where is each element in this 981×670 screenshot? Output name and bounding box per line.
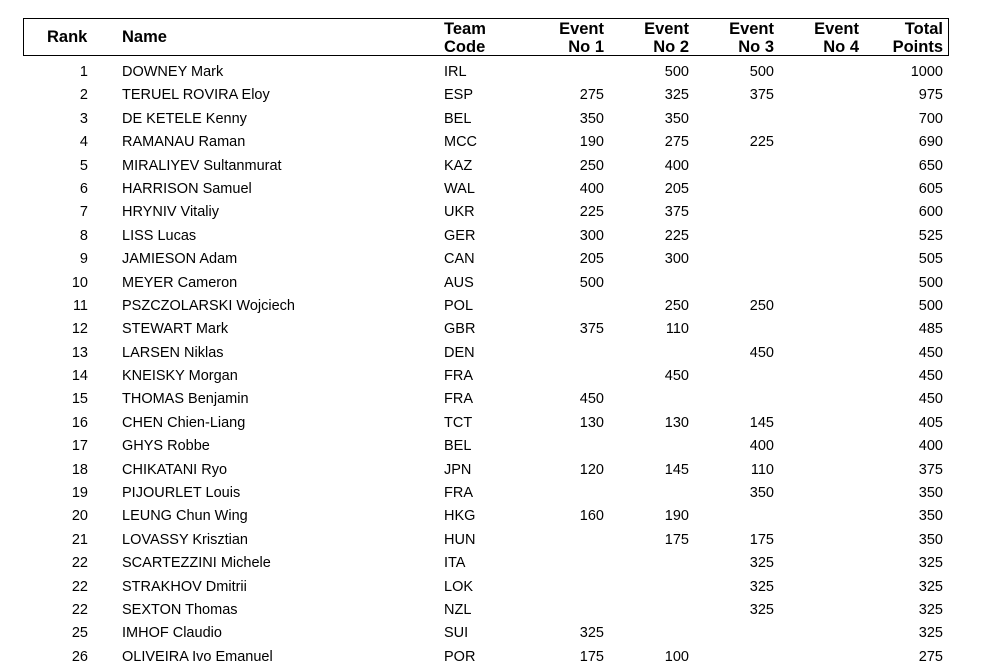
header-event-1-line1: Event — [559, 20, 604, 38]
header-team-line1: Team — [444, 20, 486, 38]
team-code-cell: TCT — [444, 414, 473, 431]
athlete-name-cell: DE KETELE Kenny — [122, 110, 247, 127]
event-2-points-cell: 500 — [664, 64, 689, 80]
rank-cell: 22 — [71, 555, 88, 572]
rank-cell: 16 — [71, 414, 88, 431]
athlete-name-cell: PSZCZOLARSKI Wojciech — [122, 297, 295, 314]
total-points-cell: 350 — [918, 508, 943, 525]
athlete-name-cell: SEXTON Thomas — [122, 601, 238, 618]
athlete-name-cell: GHYS Robbe — [122, 438, 210, 455]
table-row — [0, 646, 981, 669]
event-3-points-cell: 225 — [749, 134, 774, 151]
athlete-name-cell: OLIVEIRA Ivo Emanuel — [122, 648, 273, 665]
table-row — [0, 318, 981, 341]
rank-cell: 13 — [71, 344, 88, 361]
team-code-cell: SUI — [444, 625, 469, 642]
team-code-cell: CAN — [444, 251, 475, 268]
event-1-points-cell: 160 — [579, 508, 604, 525]
total-points-cell: 450 — [918, 368, 943, 385]
event-1-points-cell: 400 — [579, 180, 604, 197]
athlete-name-cell: HARRISON Samuel — [122, 180, 252, 197]
event-1-points-cell: 275 — [579, 87, 604, 104]
total-points-cell: 325 — [918, 578, 943, 595]
team-code-cell: BEL — [444, 438, 472, 455]
rank-cell: 10 — [71, 274, 88, 291]
athlete-name-cell: LARSEN Niklas — [122, 344, 224, 361]
event-1-points-cell: 250 — [579, 157, 604, 174]
event-1-points-cell: 175 — [579, 648, 604, 665]
table-row — [0, 61, 981, 84]
header-event-3 — [729, 20, 774, 56]
athlete-name-cell: LEUNG Chun Wing — [122, 508, 248, 525]
event-1-points-cell: 205 — [579, 251, 604, 268]
team-code-cell: BEL — [444, 110, 472, 127]
table-row — [0, 178, 981, 201]
athlete-name-cell: CHIKATANI Ryo — [122, 461, 228, 478]
athlete-name-cell: LOVASSY Krisztian — [122, 531, 248, 548]
table-row — [0, 482, 981, 505]
event-2-points-cell: 375 — [664, 204, 689, 221]
athlete-name-cell: STEWART Mark — [122, 321, 229, 338]
total-points-cell: 650 — [918, 157, 943, 174]
team-code-cell: UKR — [444, 204, 475, 221]
rank-cell: 8 — [79, 227, 88, 244]
team-code-cell: POR — [444, 648, 476, 665]
total-points-cell: 325 — [918, 625, 943, 642]
total-points-cell: 400 — [918, 438, 943, 455]
event-1-points-cell: 190 — [579, 134, 604, 151]
table-row — [0, 365, 981, 388]
event-1-points-cell: 325 — [579, 625, 604, 642]
ranking-table-body — [0, 61, 981, 669]
table-row — [0, 248, 981, 271]
event-3-points-cell: 110 — [750, 461, 774, 478]
header-event-4 — [814, 20, 859, 56]
total-points-cell: 605 — [918, 180, 943, 197]
event-3-points-cell: 325 — [749, 555, 774, 572]
table-row — [0, 84, 981, 107]
team-code-cell: HUN — [444, 531, 476, 548]
table-row — [0, 108, 981, 131]
header-name — [122, 28, 167, 46]
header-event-3-line2: No 3 — [738, 38, 774, 56]
rank-cell: 11 — [72, 297, 88, 314]
total-points-cell: 375 — [918, 461, 943, 478]
event-3-points-cell: 375 — [749, 87, 774, 104]
rank-cell: 25 — [71, 625, 88, 642]
header-total-line1: Total — [904, 20, 943, 38]
event-3-points-cell: 400 — [749, 438, 774, 455]
total-points-cell: 600 — [918, 204, 943, 221]
total-points-cell: 275 — [918, 648, 943, 665]
header-event-2 — [644, 20, 689, 56]
team-code-cell: GER — [444, 227, 476, 244]
event-2-points-cell: 225 — [664, 227, 689, 244]
event-3-points-cell: 350 — [749, 485, 774, 502]
athlete-name-cell: STRAKHOV Dmitrii — [122, 578, 247, 595]
team-code-cell: FRA — [444, 485, 473, 502]
rank-cell: 17 — [71, 438, 88, 455]
team-code-cell: DEN — [444, 344, 475, 361]
rank-cell: 2 — [79, 87, 88, 104]
event-3-points-cell: 450 — [749, 344, 774, 361]
team-code-cell: NZL — [444, 601, 472, 618]
rank-cell: 4 — [79, 134, 88, 151]
total-points-cell: 1000 — [910, 64, 943, 80]
event-2-points-cell: 110 — [665, 321, 689, 338]
total-points-cell: 325 — [918, 555, 943, 572]
event-2-points-cell: 175 — [664, 531, 689, 548]
team-code-cell: GBR — [444, 321, 476, 338]
event-2-points-cell: 450 — [664, 368, 689, 385]
table-row — [0, 201, 981, 224]
event-2-points-cell: 300 — [664, 251, 689, 268]
header-event-1 — [559, 20, 604, 56]
athlete-name-cell: JAMIESON Adam — [122, 251, 238, 268]
athlete-name-cell: MEYER Cameron — [122, 274, 238, 291]
team-code-cell: IRL — [444, 64, 467, 80]
total-points-cell: 485 — [918, 321, 943, 338]
rank-cell: 21 — [71, 531, 88, 548]
team-code-cell: HKG — [444, 508, 476, 525]
event-1-points-cell: 225 — [579, 204, 604, 221]
total-points-cell: 325 — [918, 601, 943, 618]
event-2-points-cell: 350 — [664, 110, 689, 127]
table-row — [0, 505, 981, 528]
team-code-cell: JPN — [444, 461, 472, 478]
table-row — [0, 435, 981, 458]
rank-cell: 15 — [71, 391, 88, 408]
header-event-3-line1: Event — [729, 20, 774, 38]
event-1-points-cell: 350 — [579, 110, 604, 127]
table-row — [0, 459, 981, 482]
header-total-line2: Points — [892, 38, 943, 56]
rank-cell: 6 — [79, 180, 88, 197]
event-1-points-cell: 300 — [579, 227, 604, 244]
event-3-points-cell: 250 — [749, 297, 774, 314]
event-2-points-cell: 325 — [664, 87, 689, 104]
table-row — [0, 599, 981, 622]
total-points-cell: 700 — [918, 110, 943, 127]
rank-cell: 22 — [71, 578, 88, 595]
team-code-cell: KAZ — [444, 157, 473, 174]
rank-cell: 3 — [79, 110, 88, 127]
team-code-cell: LOK — [444, 578, 474, 595]
table-row — [0, 388, 981, 411]
table-row — [0, 155, 981, 178]
table-row — [0, 342, 981, 365]
header-rank-label: Rank — [47, 28, 88, 46]
rank-cell: 5 — [79, 157, 88, 174]
header-event-2-line2: No 2 — [653, 38, 689, 56]
athlete-name-cell: KNEISKY Morgan — [122, 368, 238, 385]
athlete-name-cell: HRYNIV Vitaliy — [122, 204, 219, 221]
rank-cell: 18 — [71, 461, 88, 478]
event-1-points-cell: 500 — [579, 274, 604, 291]
event-2-points-cell: 205 — [664, 180, 689, 197]
total-points-cell: 505 — [918, 251, 943, 268]
table-row — [0, 529, 981, 552]
header-event-4-line1: Event — [814, 20, 859, 38]
total-points-cell: 690 — [918, 134, 943, 151]
rank-cell: 26 — [71, 648, 88, 665]
rank-cell: 20 — [71, 508, 88, 525]
total-points-cell: 975 — [918, 87, 943, 104]
athlete-name-cell: MIRALIYEV Sultanmurat — [122, 157, 282, 174]
team-code-cell: FRA — [444, 368, 473, 385]
athlete-name-cell: DOWNEY Mark — [122, 64, 224, 80]
total-points-cell: 500 — [918, 297, 943, 314]
athlete-name-cell: PIJOURLET Louis — [122, 485, 241, 502]
header-event-1-line2: No 1 — [568, 38, 604, 56]
event-3-points-cell: 175 — [749, 531, 774, 548]
team-code-cell: AUS — [444, 274, 474, 291]
rank-cell: 7 — [79, 204, 88, 221]
table-row — [0, 552, 981, 575]
total-points-cell: 450 — [918, 391, 943, 408]
event-1-points-cell: 130 — [579, 414, 604, 431]
team-code-cell: MCC — [444, 134, 478, 151]
total-points-cell: 405 — [918, 414, 943, 431]
event-1-points-cell: 375 — [579, 321, 604, 338]
athlete-name-cell: IMHOF Claudio — [122, 625, 222, 642]
team-code-cell: WAL — [444, 180, 475, 197]
table-row — [0, 295, 981, 318]
event-3-points-cell: 500 — [749, 64, 774, 80]
team-code-cell: FRA — [444, 391, 473, 408]
header-event-4-line2: No 4 — [823, 38, 859, 56]
header-total-points — [893, 20, 943, 56]
event-2-points-cell: 250 — [664, 297, 689, 314]
table-row — [0, 576, 981, 599]
table-row — [0, 272, 981, 295]
event-2-points-cell: 400 — [664, 157, 689, 174]
table-row — [0, 412, 981, 435]
total-points-cell: 525 — [918, 227, 943, 244]
table-row — [0, 225, 981, 248]
event-1-points-cell: 450 — [579, 391, 604, 408]
event-1-points-cell: 120 — [579, 461, 604, 478]
header-name-label: Name — [122, 28, 167, 46]
rank-cell: 12 — [71, 321, 88, 338]
athlete-name-cell: RAMANAU Raman — [122, 134, 246, 151]
event-2-points-cell: 130 — [664, 414, 689, 431]
event-2-points-cell: 145 — [664, 461, 689, 478]
total-points-cell: 500 — [918, 274, 943, 291]
header-team-code — [444, 20, 486, 56]
athlete-name-cell: TERUEL ROVIRA Eloy — [122, 87, 270, 104]
rank-cell: 22 — [71, 601, 88, 618]
table-row — [0, 622, 981, 645]
event-3-points-cell: 325 — [749, 578, 774, 595]
rank-cell: 19 — [71, 485, 88, 502]
event-2-points-cell: 275 — [664, 134, 689, 151]
event-2-points-cell: 100 — [664, 648, 689, 665]
team-code-cell: ITA — [444, 555, 466, 572]
total-points-cell: 350 — [918, 485, 943, 502]
athlete-name-cell: SCARTEZZINI Michele — [122, 555, 271, 572]
athlete-name-cell: THOMAS Benjamin — [122, 391, 249, 408]
total-points-cell: 450 — [918, 344, 943, 361]
header-team-line2: Code — [444, 38, 486, 56]
total-points-cell: 350 — [918, 531, 943, 548]
rank-cell: 9 — [79, 251, 88, 268]
event-3-points-cell: 325 — [749, 601, 774, 618]
athlete-name-cell: CHEN Chien-Liang — [122, 414, 246, 431]
event-2-points-cell: 190 — [664, 508, 689, 525]
rank-cell: 14 — [71, 368, 88, 385]
athlete-name-cell: LISS Lucas — [122, 227, 197, 244]
header-event-2-line1: Event — [644, 20, 689, 38]
event-3-points-cell: 145 — [749, 414, 774, 431]
table-row — [0, 131, 981, 154]
rank-cell: 1 — [79, 64, 88, 80]
team-code-cell: ESP — [444, 87, 474, 104]
team-code-cell: POL — [444, 297, 474, 314]
header-rank — [47, 28, 87, 46]
